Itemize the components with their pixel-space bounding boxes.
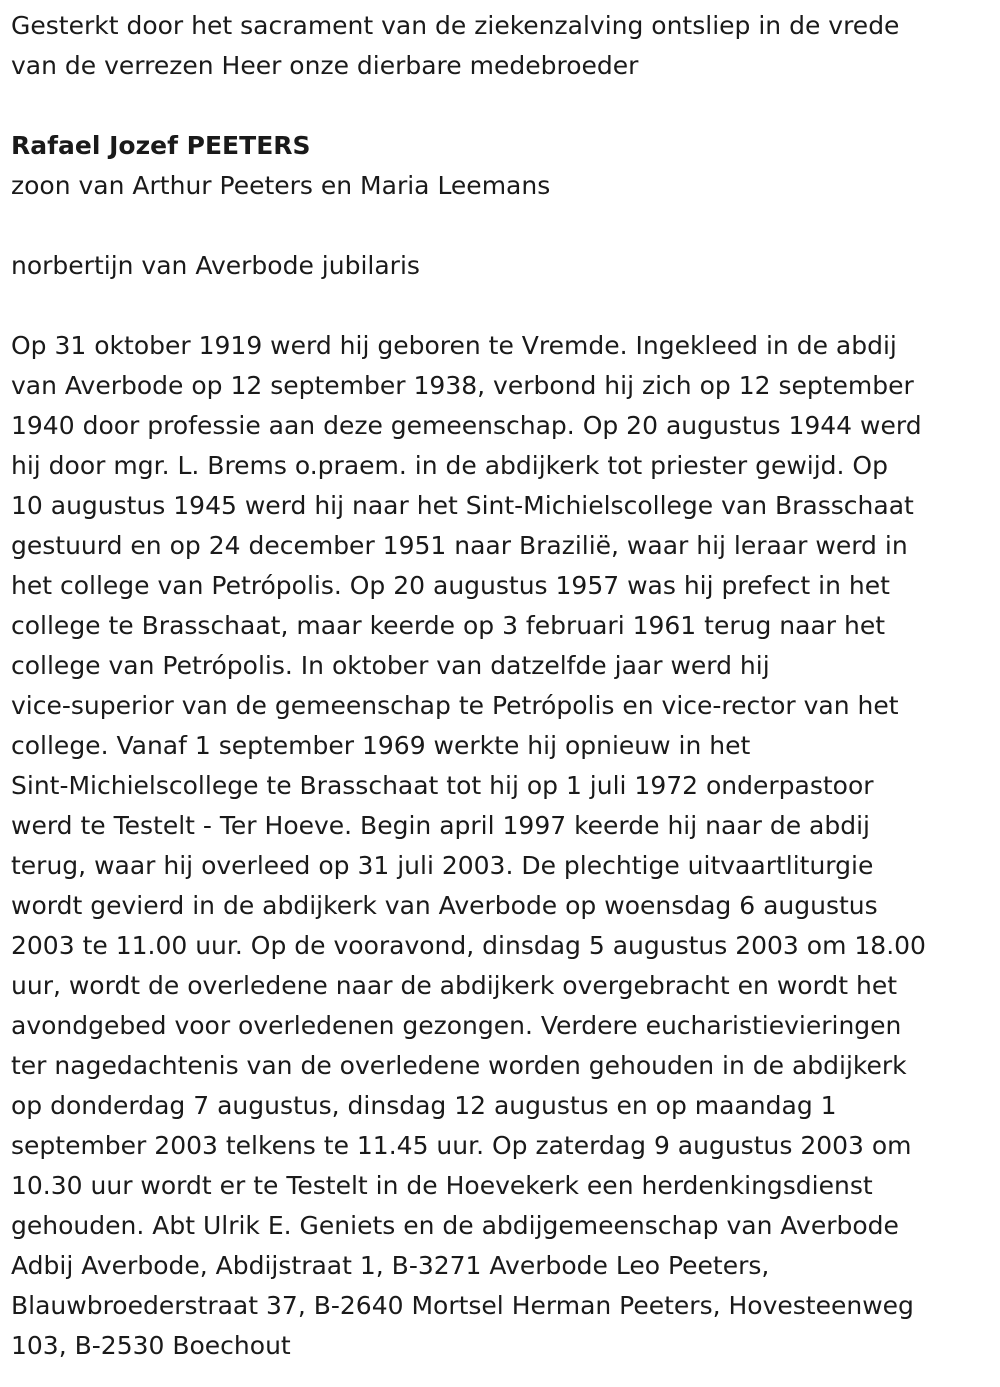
biography-line: Blauwbroederstraat 37, B-2640 Mortsel Herman Peeters, Hovesteenweg — [11, 1291, 914, 1320]
biography-line: vice-superior van de gemeenschap te Petrópolis en vice-rector van het — [11, 691, 899, 720]
biography-line: college. Vanaf 1 september 1969 werkte hij opnieuw in het — [11, 731, 751, 760]
biography-line: ter nagedachtenis van de overledene worden gehouden in de abdijkerk — [11, 1051, 907, 1080]
biography-line: Adbij Averbode, Abdijstraat 1, B-3271 Averbode Leo Peeters, — [11, 1251, 770, 1280]
biography-line: gestuurd en op 24 december 1951 naar Brazilië, waar hij leraar werd in — [11, 531, 908, 560]
biography-line: Op 31 oktober 1919 werd hij geboren te Vremde. Ingekleed in de abdij — [11, 331, 897, 360]
biography-line: werd te Testelt - Ter Hoeve. Begin april 1997 keerde hij naar de abdij — [11, 811, 870, 840]
obituary-document — [11, 6, 981, 1366]
intro-line: van de verrezen Heer onze dierbare medebroeder — [11, 51, 639, 80]
intro-line: Gesterkt door het sacrament van de ziekenzalving ontsliep in de vrede — [11, 11, 900, 40]
biography-line: 2003 te 11.00 uur. Op de vooravond, dinsdag 5 augustus 2003 om 18.00 — [11, 931, 926, 960]
biography-line: uur, wordt de overledene naar de abdijkerk overgebracht en wordt het — [11, 971, 898, 1000]
biography-line: 10 augustus 1945 werd hij naar het Sint-Michielscollege van Brasschaat — [11, 491, 914, 520]
biography-line: op donderdag 7 augustus, dinsdag 12 augustus en op maandag 1 — [11, 1091, 837, 1120]
parents-line: zoon van Arthur Peeters en Maria Leemans — [11, 171, 551, 200]
deceased-name: Rafael Jozef PEETERS — [11, 131, 311, 160]
biography-line: van Averbode op 12 september 1938, verbond hij zich op 12 september — [11, 371, 914, 400]
biography-line: 10.30 uur wordt er te Testelt in de Hoevekerk een herdenkingsdienst — [11, 1171, 873, 1200]
biography-line: avondgebed voor overledenen gezongen. Verdere eucharistievieringen — [11, 1011, 902, 1040]
role-line: norbertijn van Averbode jubilaris — [11, 251, 420, 280]
biography-line: 103, B-2530 Boechout — [11, 1331, 291, 1360]
biography-line: college van Petrópolis. In oktober van datzelfde jaar werd hij — [11, 651, 770, 680]
biography-line: hij door mgr. L. Brems o.praem. in de abdijkerk tot priester gewijd. Op — [11, 451, 888, 480]
biography-line: college te Brasschaat, maar keerde op 3 februari 1961 terug naar het — [11, 611, 886, 640]
biography-paragraph — [11, 326, 981, 1366]
biography-line: gehouden. Abt Ulrik E. Geniets en de abdijgemeenschap van Averbode — [11, 1211, 899, 1240]
biography-line: terug, waar hij overleed op 31 juli 2003. De plechtige uitvaartliturgie — [11, 851, 874, 880]
intro-paragraph — [11, 6, 981, 86]
biography-line: september 2003 telkens te 11.45 uur. Op zaterdag 9 augustus 2003 om — [11, 1131, 912, 1160]
biography-line: Sint-Michielscollege te Brasschaat tot hij op 1 juli 1972 onderpastoor — [11, 771, 874, 800]
biography-line: wordt gevierd in de abdijkerk van Averbode op woensdag 6 augustus — [11, 891, 878, 920]
biography-line: het college van Petrópolis. Op 20 augustus 1957 was hij prefect in het — [11, 571, 890, 600]
biography-line: 1940 door professie aan deze gemeenschap. Op 20 augustus 1944 werd — [11, 411, 922, 440]
